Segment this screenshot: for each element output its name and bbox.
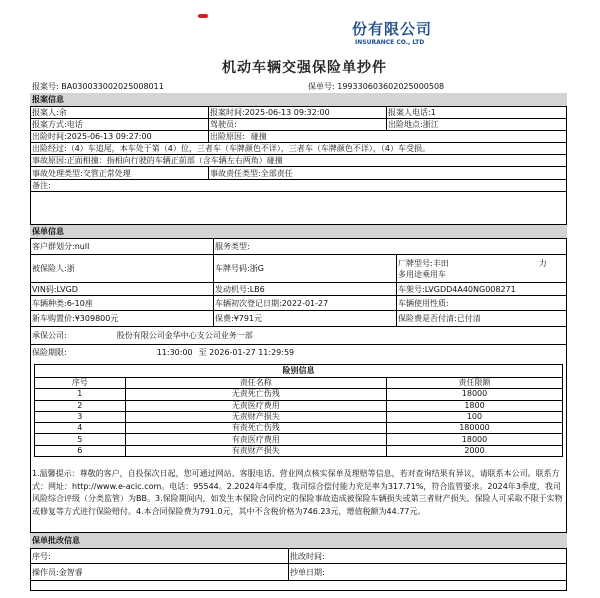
- col-header-seq: 序号: [35, 378, 126, 389]
- table-row: [35, 389, 563, 400]
- model-cell: [396, 255, 567, 282]
- company-english-name: INSURANCE CO., LTD: [355, 39, 425, 46]
- customer-group-label: 客户群划分:: [32, 242, 75, 251]
- correction-row-1: [30, 549, 567, 564]
- price-value: ¥309800元: [74, 314, 119, 323]
- premium-label: 保费:: [215, 314, 234, 323]
- report-method-value: 电话: [66, 120, 83, 129]
- report-time-cell: [208, 107, 386, 118]
- vin-cell: [30, 283, 213, 295]
- risk-seq: 3: [35, 411, 126, 422]
- company-name: 份有限公司: [352, 20, 433, 38]
- risk-name: 有责财产损失: [125, 445, 386, 456]
- spacer-row: [30, 192, 567, 225]
- staff-label: 操作员:: [32, 567, 59, 577]
- reason-value: 正面相撞：指相向行驶的车辆正前部（含车辆左右两角）碰撞: [66, 156, 283, 165]
- reporter-phone-label: 报案人电话:: [388, 108, 431, 117]
- process-cell: [30, 143, 567, 154]
- risk-limit: 1800: [386, 400, 562, 411]
- policy-row-2: [30, 255, 567, 283]
- report-method-label: 报案方式:: [32, 120, 67, 129]
- reporter-phone-cell: [386, 107, 567, 118]
- category-value: 6-10座: [66, 298, 93, 308]
- correction-row-2: [30, 564, 567, 581]
- customer-group-cell: [30, 239, 213, 254]
- document-title: 机动车辆交强保险单抄件: [222, 60, 387, 76]
- risk-table-header: [35, 378, 563, 389]
- underwriter-value: 股份有限公司金华中心支公司业务一部: [116, 331, 253, 340]
- period-cell: [30, 345, 567, 360]
- report-method-cell: [30, 119, 208, 130]
- period-start-value: 11:30:00: [156, 348, 193, 357]
- policy-row-1: [30, 239, 567, 255]
- risk-name: 有责医疗费用: [125, 434, 386, 445]
- liability-value: 全部责任: [260, 168, 293, 178]
- risk-table-title: 险别信息: [35, 365, 563, 378]
- accident-time-value: 2025-06-13 09:27:00: [66, 132, 152, 141]
- report-row-1: [30, 107, 567, 119]
- risk-name: 无责医疗费用: [125, 400, 386, 411]
- reporter-cell: [30, 107, 208, 118]
- report-row-remark: [30, 180, 567, 192]
- frame-cell: [396, 283, 567, 295]
- accident-cause-label: 出险原因:: [210, 132, 245, 141]
- service-type-cell: [213, 239, 567, 254]
- risk-seq: 6: [35, 445, 126, 456]
- risk-limit: 180000: [386, 423, 562, 434]
- copy-date-label: 抄单日期:: [290, 567, 325, 577]
- document-header: [0, 0, 600, 92]
- first-reg-value: 2022-01-27: [281, 298, 329, 308]
- accident-place-cell: [386, 119, 567, 130]
- period-label: 保险期限:: [32, 348, 67, 357]
- reason-cell: [30, 155, 567, 166]
- premium-value: ¥791元: [233, 314, 263, 323]
- risk-seq: 4: [35, 423, 126, 434]
- risk-seq: 2: [35, 400, 126, 411]
- plate-cell: [213, 255, 396, 282]
- accident-cause-value: 碰撞: [250, 132, 267, 141]
- risk-name: 无责财产损失: [125, 411, 386, 422]
- reporter-phone-value: 1: [430, 108, 436, 117]
- report-row-handle: [30, 167, 567, 180]
- staff-value: 金智睿: [58, 567, 83, 577]
- policy-number-value: 199330603602025000508: [337, 82, 445, 91]
- report-row-process: [30, 143, 567, 155]
- plate-label: 车牌号码:: [215, 264, 250, 273]
- usage-label: 车辆使用性质:: [398, 298, 449, 308]
- model-note: 多用途乘用车: [398, 269, 446, 279]
- handle-type-value: 交管正常处理: [82, 168, 131, 178]
- liability-label: 事故责任类型:: [210, 168, 261, 178]
- policy-number: [308, 81, 444, 92]
- report-row-2: [30, 119, 567, 131]
- insured-value: 浙: [66, 264, 75, 273]
- process-label: 出险经过:: [32, 144, 67, 153]
- table-row: [35, 411, 563, 422]
- report-row-reason: [30, 155, 567, 167]
- liability-cell: [208, 167, 567, 179]
- risk-limit: 18000: [386, 434, 562, 445]
- model-tail: 力: [538, 258, 547, 268]
- policy-number-label: 保单号:: [308, 82, 335, 91]
- vin-label: VIN码:: [32, 284, 57, 294]
- notice-text: 1.温馨提示：尊敬的客户，自投保次日起，您可通过网站、客服电话、营业网点核实保单及理赔等信息，若对查询结果有异议，请联系本公司。联系方式：网址：http://www.e-acic.com。电话：95544。2.2024年4季度，我司综合偿付能力充足率为317.71%，符合监管要求。2024年3季度，我司风险综合评级（分类监管）为BB。3.保险期间内，如发生本保险合同约定的保险事故造成被保险车辆损失或第三者财产损失，保险人可采取不限于实物或修复等方式进行保险赔付。4.本合同保险费为791.0元，其中不含税价格为746.23元，增值税额为44.77元。: [32, 469, 563, 516]
- risk-table: [34, 364, 563, 457]
- category-label: 车辆种类:: [32, 298, 67, 308]
- driver-label: 驾驶员:: [210, 120, 237, 129]
- period-end-value: 至 2026-01-27 11:29:59: [198, 348, 295, 357]
- correction-time-label: 批改时间:: [290, 551, 325, 561]
- model-label: 厂牌型号:: [398, 258, 433, 268]
- report-row-3: [30, 131, 567, 143]
- risk-seq: 1: [35, 389, 126, 400]
- seq-label: 序号:: [32, 551, 51, 561]
- correction-time-cell: [288, 549, 567, 563]
- risk-limit: 2000: [386, 445, 562, 456]
- insured-cell: [30, 255, 213, 282]
- risk-name: 无责死亡伤残: [125, 389, 386, 400]
- model-value: 丰田: [432, 258, 449, 268]
- copy-date-cell: [288, 564, 567, 580]
- staff-cell: [30, 564, 288, 580]
- risk-name: 有责死亡伤残: [125, 423, 386, 434]
- accident-place-value: 浙江: [422, 120, 439, 129]
- col-header-limit: 责任限额: [386, 378, 562, 389]
- model-line: [398, 258, 547, 269]
- vin-value: LVGD: [56, 284, 78, 294]
- plate-value: 浙G: [249, 264, 264, 273]
- remark-label: 备注:: [32, 181, 51, 190]
- table-row: [35, 423, 563, 434]
- handle-type-cell: [30, 167, 208, 179]
- insured-label: 被保险人:: [32, 264, 67, 273]
- section-policy-info: 保单信息: [30, 225, 567, 239]
- reporter-value: 余: [58, 108, 67, 117]
- accident-time-cell: [30, 131, 208, 142]
- process-value: （4）车追尾，本车处于第（4）位，三者车（车牌颜色不详），三者车（车牌颜色不详），（4）车受损。: [66, 144, 430, 153]
- premium-cell: [213, 311, 396, 326]
- first-reg-label: 车辆初次登记日期:: [215, 298, 282, 308]
- price-label: 新车购置价:: [32, 314, 75, 323]
- accident-cause-cell: [208, 131, 567, 142]
- paid-value: 已付清: [456, 314, 481, 323]
- price-cell: [30, 311, 213, 326]
- reason-label: 事故原因:: [32, 156, 67, 165]
- underwriter-cell: [30, 327, 567, 344]
- first-reg-cell: [213, 296, 396, 310]
- engine-cell: [213, 283, 396, 295]
- report-number-label: 报案号:: [32, 82, 59, 91]
- risk-limit: 100: [386, 411, 562, 422]
- accident-place-label: 出险地点:: [388, 120, 423, 129]
- category-cell: [30, 296, 213, 310]
- policy-row-3: [30, 283, 567, 296]
- customer-group-value: null: [74, 242, 90, 251]
- engine-value: LB6: [249, 284, 265, 294]
- risk-limit: 18000: [386, 389, 562, 400]
- report-time-label: 报案时间:: [210, 108, 245, 117]
- table-row: [35, 400, 563, 411]
- reporter-label: 报案人:: [32, 108, 59, 117]
- report-number-value: BA030033002025008011: [61, 82, 164, 91]
- frame-value: LVGDD4A40NG008271: [424, 284, 516, 294]
- driver-cell: [208, 119, 386, 130]
- underwriter-label: 承保公司:: [32, 331, 67, 340]
- section-report-info: 报案信息: [30, 93, 567, 107]
- paid-cell: [396, 311, 567, 326]
- policy-row-6: [30, 327, 567, 345]
- remark-cell: [30, 180, 567, 191]
- paid-label: 保险费是否付清:: [398, 314, 457, 323]
- logo-mark-icon: [198, 14, 208, 18]
- frame-label: 车架号:: [398, 284, 425, 294]
- col-header-name: 责任名称: [125, 378, 386, 389]
- risk-seq: 5: [35, 434, 126, 445]
- policy-row-4: [30, 296, 567, 311]
- accident-time-label: 出险时间:: [32, 132, 67, 141]
- service-type-label: 服务类型:: [215, 242, 250, 251]
- report-number: [32, 81, 164, 92]
- engine-label: 发动机号:: [215, 284, 250, 294]
- table-row: [35, 445, 563, 456]
- policy-row-7: [30, 345, 567, 360]
- seq-cell: [30, 549, 288, 563]
- report-time-value: 2025-06-13 09:32:00: [244, 108, 330, 117]
- handle-type-label: 事故处理类型:: [32, 168, 83, 178]
- usage-cell: [396, 296, 567, 310]
- table-row: [35, 434, 563, 445]
- policy-row-5: [30, 311, 567, 327]
- section-correction-info: 保单批改信息: [30, 533, 567, 549]
